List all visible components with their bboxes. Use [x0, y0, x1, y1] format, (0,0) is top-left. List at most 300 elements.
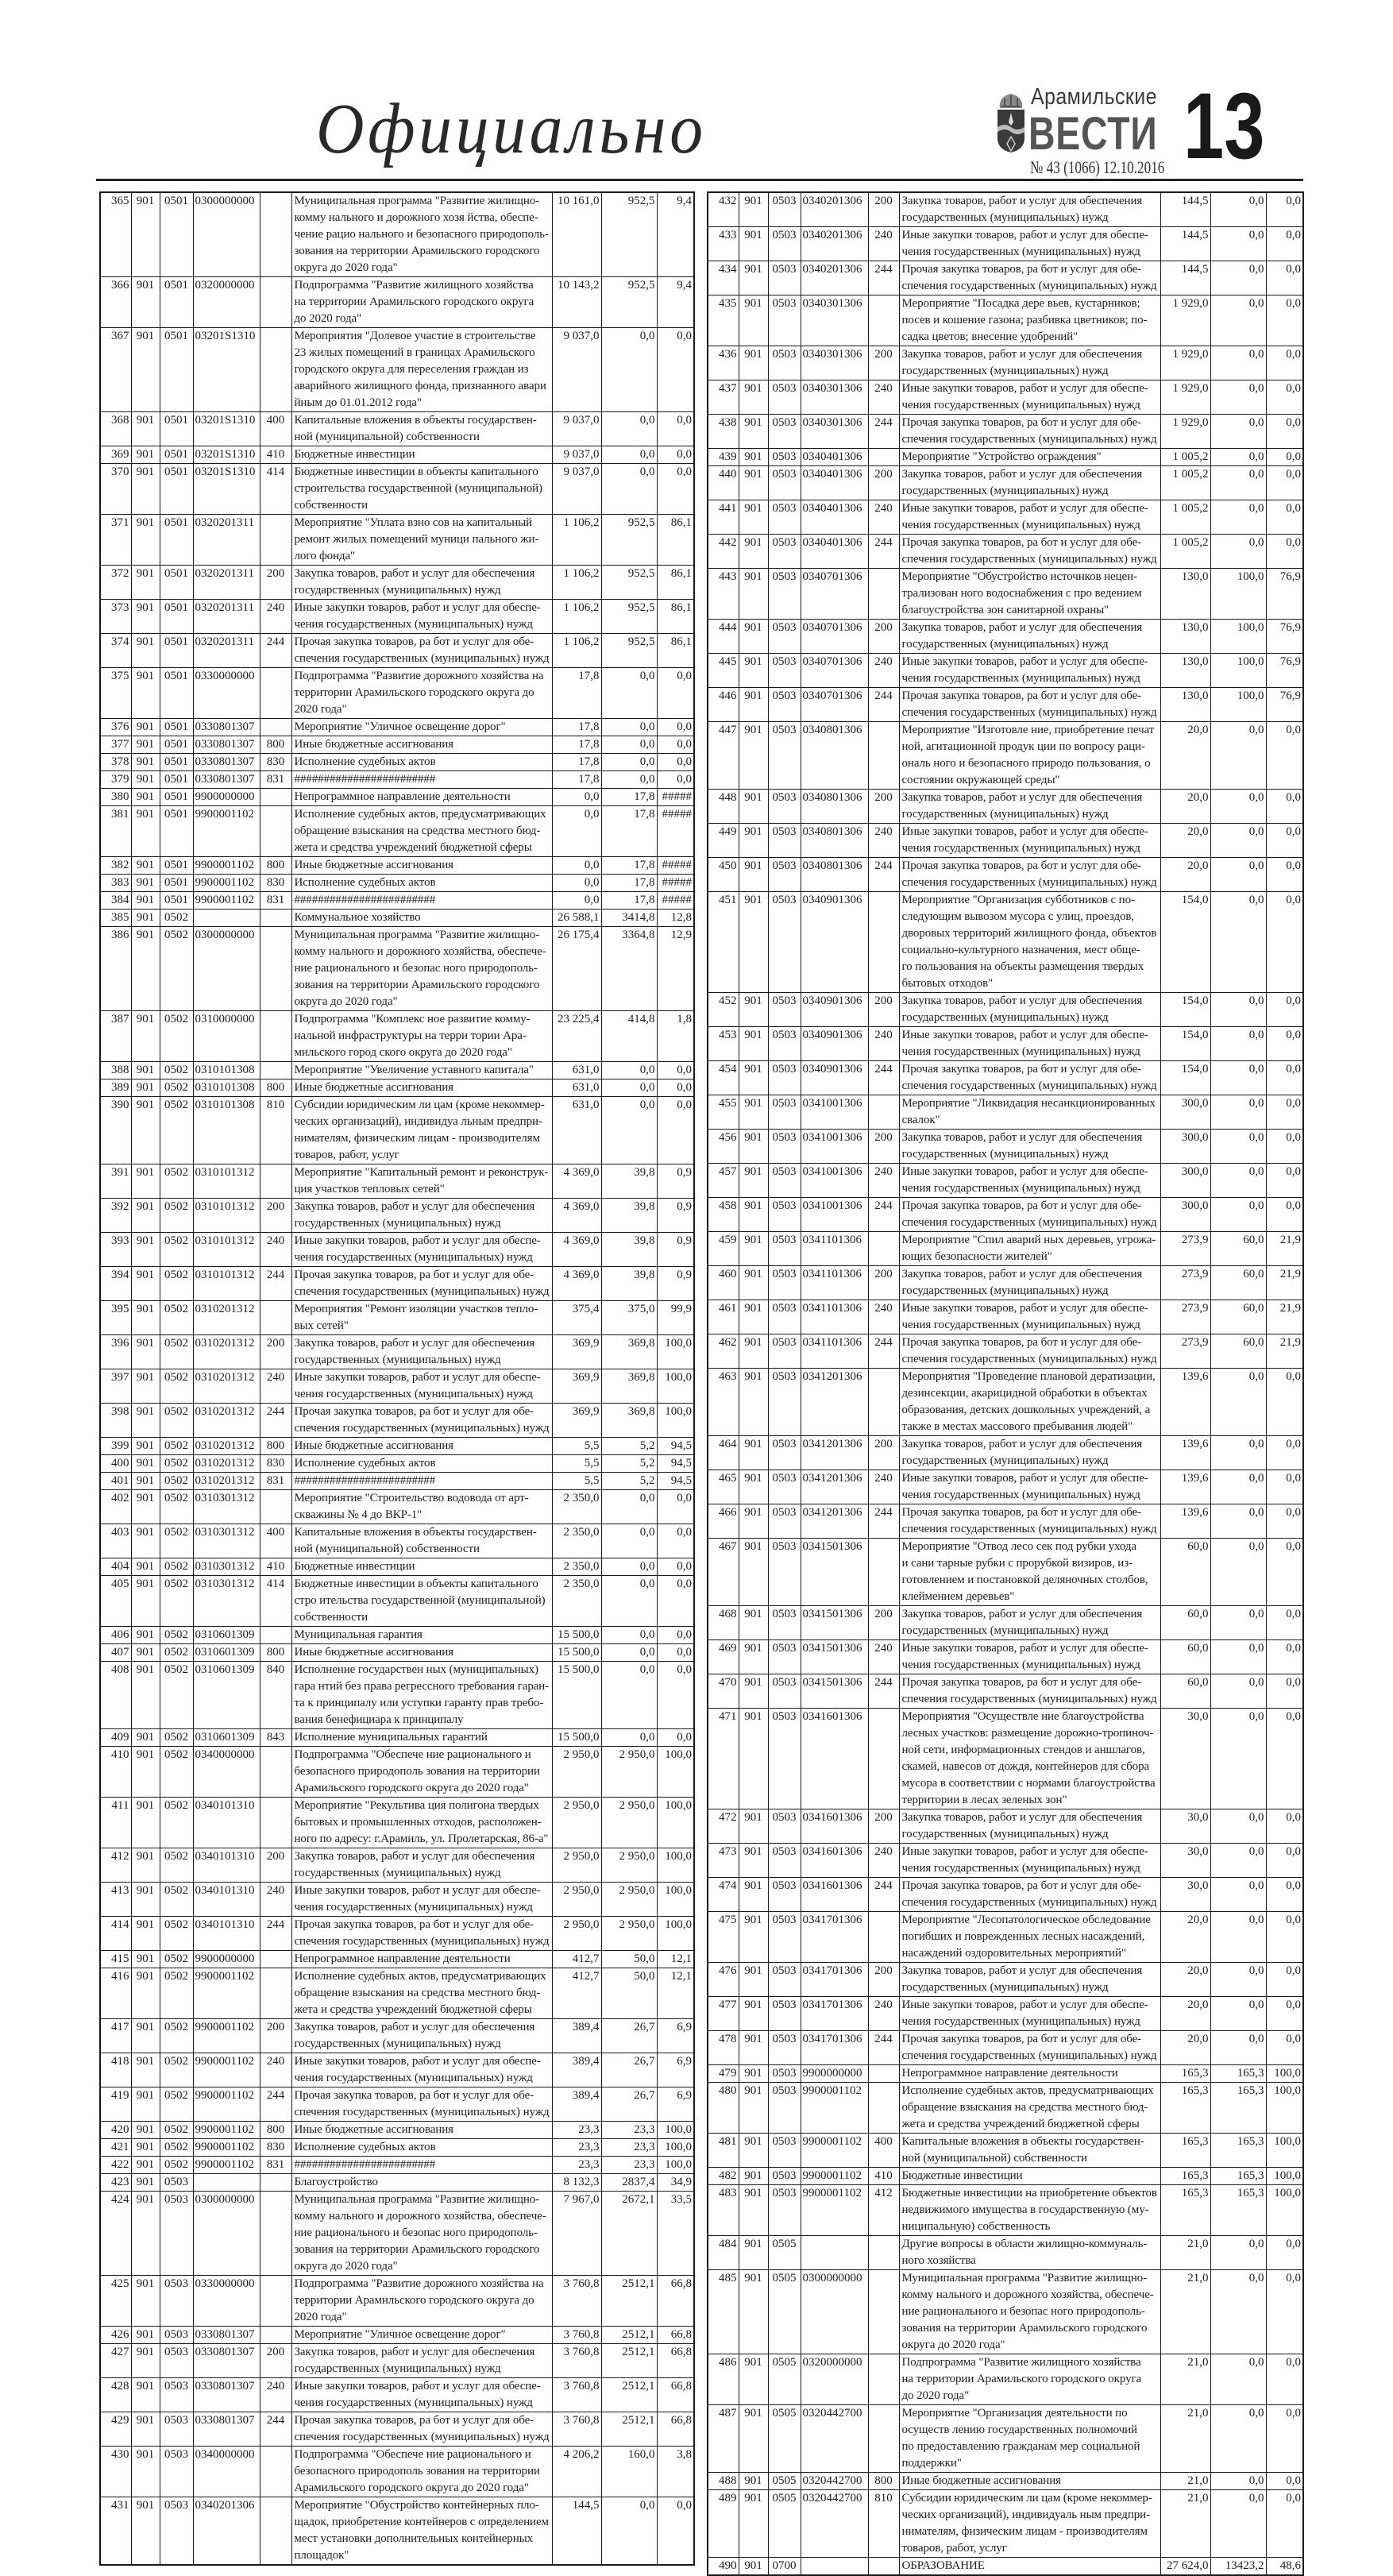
section-code: 0503 — [768, 1095, 801, 1130]
row-description: Прочая закупка товаров, ра бот и услуг для обе- спечения государственных (муниципальных) нужд — [291, 1267, 552, 1301]
row-number: 418 — [100, 2053, 131, 2087]
section-code: 0503 — [768, 2168, 801, 2185]
execution-percent: 100,0 — [657, 2122, 694, 2139]
row-number: 462 — [708, 1334, 739, 1369]
row-number: 454 — [708, 1061, 739, 1095]
execution-percent: 99,9 — [657, 1301, 694, 1335]
row-number: 487 — [708, 2405, 739, 2473]
ministry-code: 901 — [739, 2065, 768, 2083]
table-row — [100, 1524, 694, 1558]
execution-percent: 33,5 — [657, 2192, 694, 2276]
planned-amount: 60,0 — [1160, 1606, 1210, 1640]
expense-type-code: 200 — [260, 566, 291, 600]
execution-percent: 0,0 — [1266, 500, 1303, 535]
row-number: 386 — [100, 927, 131, 1011]
row-number: 413 — [100, 1883, 131, 1917]
expense-type-code — [868, 1369, 899, 1436]
planned-amount: 139,6 — [1160, 1436, 1210, 1470]
actual-amount: 0,0 — [1210, 1640, 1266, 1674]
ministry-code: 901 — [739, 346, 768, 380]
execution-percent: 100,0 — [657, 1335, 694, 1369]
ministry-code: 901 — [131, 806, 160, 857]
row-description: ######################## — [291, 771, 552, 789]
target-article-code: 0340701306 — [801, 569, 868, 620]
table-row — [708, 1027, 1303, 1061]
planned-amount: 412,7 — [552, 1968, 601, 2019]
expense-type-code: 240 — [868, 1844, 899, 1878]
ministry-code: 901 — [131, 634, 160, 668]
target-article-code: 0320442700 — [801, 2405, 868, 2473]
target-article-code: 0341201306 — [801, 1504, 868, 1539]
table-row — [100, 789, 694, 806]
expense-type-code — [260, 2192, 291, 2276]
target-article-code: 0310101308 — [193, 1097, 260, 1164]
execution-percent: 0,0 — [1266, 415, 1303, 449]
section-code: 0501 — [160, 192, 193, 277]
expense-type-code: 800 — [260, 736, 291, 754]
row-description: Прочая закупка товаров, ра бот и услуг для обе- спечения государственных (муниципальных) нужд — [899, 1674, 1160, 1709]
expense-type-code: 244 — [260, 2412, 291, 2447]
expense-type-code: 244 — [868, 1674, 899, 1709]
planned-amount: 139,6 — [1160, 1369, 1210, 1436]
target-article-code: 0340801306 — [801, 790, 868, 824]
section-code: 0503 — [160, 2344, 193, 2378]
target-article-code: 03201S1310 — [193, 328, 260, 412]
planned-amount: 139,6 — [1160, 1504, 1210, 1539]
row-description: Закупка товаров, работ и услуг для обеспечения государственных (муниципальных) нужд — [899, 993, 1160, 1027]
expense-type-code: 830 — [260, 1455, 291, 1473]
table-row — [100, 2019, 694, 2053]
actual-amount: 375,0 — [601, 1301, 657, 1335]
ministry-code: 901 — [131, 2122, 160, 2139]
execution-percent: 76,9 — [1266, 654, 1303, 688]
section-code: 0502 — [160, 1627, 193, 1644]
actual-amount: 60,0 — [1210, 1300, 1266, 1334]
planned-amount: 60,0 — [1160, 1674, 1210, 1709]
section-code: 0503 — [160, 2447, 193, 2497]
target-article-code: 9900001102 — [193, 2019, 260, 2053]
execution-percent: 86,1 — [657, 515, 694, 566]
planned-amount: 17,8 — [552, 771, 601, 789]
expense-type-code: 244 — [260, 1267, 291, 1301]
planned-amount: 273,9 — [1160, 1266, 1210, 1300]
actual-amount: 0,0 — [601, 719, 657, 736]
row-description: ######################## — [291, 2157, 552, 2174]
target-article-code: 9900001102 — [193, 806, 260, 857]
planned-amount: 3 760,8 — [552, 2276, 601, 2327]
row-number: 482 — [708, 2168, 739, 2185]
actual-amount: 0,0 — [1210, 380, 1266, 415]
table-row — [708, 569, 1303, 620]
row-description: Бюджетные инвестиции на приобретение объектов недвижимого имущества в государственную (му- ниципальную) собственность — [899, 2185, 1160, 2236]
section-code: 0503 — [768, 500, 801, 535]
actual-amount: 17,8 — [601, 875, 657, 892]
actual-amount: 0,0 — [1210, 1504, 1266, 1539]
target-article-code: 0300000000 — [193, 192, 260, 277]
actual-amount: 5,2 — [601, 1438, 657, 1455]
ministry-code: 901 — [739, 1436, 768, 1470]
table-row — [100, 1917, 694, 1951]
section-code: 0502 — [160, 1438, 193, 1455]
planned-amount: 0,0 — [552, 875, 601, 892]
ministry-code: 901 — [739, 790, 768, 824]
actual-amount: 0,0 — [1210, 1130, 1266, 1164]
ministry-code: 901 — [131, 1369, 160, 1404]
execution-percent: 94,5 — [657, 1473, 694, 1490]
table-row — [100, 1062, 694, 1079]
actual-amount: 0,0 — [601, 1062, 657, 1079]
section-code: 0503 — [768, 1027, 801, 1061]
row-description: Подпрограмма "Обеспече ние рационального и безопасного природополь зования на территории Арамильского городского округа до 2020 года" — [291, 1747, 552, 1798]
ministry-code: 901 — [739, 1844, 768, 1878]
table-row — [100, 2327, 694, 2344]
planned-amount: 154,0 — [1160, 993, 1210, 1027]
section-code: 0502 — [160, 1490, 193, 1524]
row-number: 473 — [708, 1844, 739, 1878]
actual-amount: 23,3 — [601, 2157, 657, 2174]
section-code: 0502 — [160, 1524, 193, 1558]
row-number: 475 — [708, 1912, 739, 1963]
table-row — [100, 277, 694, 328]
ministry-code: 901 — [131, 1455, 160, 1473]
section-code: 0501 — [160, 464, 193, 515]
expense-type-code: 200 — [260, 1335, 291, 1369]
planned-amount: 412,7 — [552, 1951, 601, 1968]
row-number: 458 — [708, 1198, 739, 1232]
section-code: 0502 — [160, 1267, 193, 1301]
planned-amount: 369,9 — [552, 1404, 601, 1438]
row-number: 445 — [708, 654, 739, 688]
actual-amount: 0,0 — [1210, 1470, 1266, 1504]
ministry-code: 901 — [131, 1079, 160, 1097]
execution-percent: 0,0 — [1266, 535, 1303, 569]
execution-percent: 9,4 — [657, 192, 694, 277]
ministry-code: 901 — [131, 2497, 160, 2566]
row-number: 450 — [708, 858, 739, 892]
planned-amount: 130,0 — [1160, 569, 1210, 620]
execution-percent: 0,0 — [1266, 2354, 1303, 2405]
row-number: 477 — [708, 1997, 739, 2031]
expense-type-code — [868, 1912, 899, 1963]
target-article-code: 0340101310 — [193, 1848, 260, 1883]
table-row — [708, 2354, 1303, 2405]
expense-type-code: 412 — [868, 2185, 899, 2236]
expense-type-code: 800 — [260, 1644, 291, 1662]
row-description: Мероприятие "Строительство водовода от арт- скважины № 4 до ВКР-1" — [291, 1490, 552, 1524]
row-description: Другие вопросы в области жилищно-коммуналь- ного хозяйства — [899, 2236, 1160, 2270]
row-description: Мероприятие "Увеличение уставного капитала" — [291, 1062, 552, 1079]
expense-type-code — [260, 1011, 291, 1062]
row-description: Прочая закупка товаров, ра бот и услуг для обе- спечения государственных (муниципальных) нужд — [291, 2412, 552, 2447]
planned-amount: 2 350,0 — [552, 1524, 601, 1558]
table-row — [708, 2490, 1303, 2558]
ministry-code: 901 — [739, 1606, 768, 1640]
actual-amount: 60,0 — [1210, 1266, 1266, 1300]
expense-type-code: 410 — [260, 1558, 291, 1576]
actual-amount: 952,5 — [601, 515, 657, 566]
section-code: 0503 — [160, 2412, 193, 2447]
row-number: 484 — [708, 2236, 739, 2270]
section-code: 0501 — [160, 412, 193, 446]
section-code: 0503 — [768, 1130, 801, 1164]
planned-amount: 631,0 — [552, 1097, 601, 1164]
target-article-code: 0340401306 — [801, 466, 868, 500]
planned-amount: 4 369,0 — [552, 1233, 601, 1267]
target-article-code: 9900001102 — [193, 892, 260, 910]
expense-type-code: 244 — [868, 1504, 899, 1539]
row-description: Бюджетные инвестиции в объекты капитального стро ительства государственной (муниципальной) собственности — [291, 1576, 552, 1627]
section-code: 0503 — [768, 1334, 801, 1369]
planned-amount: 3 760,8 — [552, 2412, 601, 2447]
section-code: 0503 — [768, 2083, 801, 2134]
table-row — [100, 1335, 694, 1369]
section-code: 0503 — [768, 1963, 801, 1997]
section-code: 0501 — [160, 857, 193, 875]
execution-percent: 0,0 — [1266, 1997, 1303, 2031]
target-article-code: 9900001102 — [193, 2122, 260, 2139]
actual-amount: 0,0 — [1210, 1061, 1266, 1095]
target-article-code: 0341601306 — [801, 1709, 868, 1809]
actual-amount: 17,8 — [601, 892, 657, 910]
execution-percent: 0,0 — [657, 1097, 694, 1164]
execution-percent: 0,0 — [657, 771, 694, 789]
planned-amount: 4 206,2 — [552, 2447, 601, 2497]
execution-percent: 100,0 — [1266, 2065, 1303, 2083]
planned-amount: 389,4 — [552, 2053, 601, 2087]
execution-percent: 66,8 — [657, 2378, 694, 2412]
table-row — [100, 1455, 694, 1473]
row-number: 472 — [708, 1809, 739, 1844]
row-description: Непрограммное направление деятельности — [291, 1951, 552, 1968]
table-row — [708, 1539, 1303, 1606]
row-number: 376 — [100, 719, 131, 736]
expense-type-code — [260, 910, 291, 927]
expense-type-code: 200 — [868, 993, 899, 1027]
expense-type-code — [260, 1062, 291, 1079]
ministry-code: 901 — [131, 2174, 160, 2192]
row-description: Подпрограмма "Развитие дорожного хозяйства на территории Арамильского городского округа до 2020 года" — [291, 668, 552, 719]
ministry-code: 901 — [131, 2192, 160, 2276]
target-article-code: 9900001102 — [801, 2185, 868, 2236]
row-number: 373 — [100, 600, 131, 634]
expense-type-code: 840 — [260, 1662, 291, 1729]
planned-amount: 30,0 — [1160, 1809, 1210, 1844]
row-number: 424 — [100, 2192, 131, 2276]
row-description: Прочая закупка товаров, ра бот и услуг для обе- спечения государственных (муниципальных) нужд — [291, 634, 552, 668]
section-code: 0502 — [160, 1644, 193, 1662]
execution-percent: 0,0 — [1266, 466, 1303, 500]
row-number: 412 — [100, 1848, 131, 1883]
row-description: Иные бюджетные ассигнования — [291, 2122, 552, 2139]
section-code: 0503 — [768, 466, 801, 500]
row-description: Бюджетные инвестиции — [291, 1558, 552, 1576]
ministry-code: 901 — [131, 192, 160, 277]
actual-amount: 0,0 — [1210, 192, 1266, 227]
actual-amount: 369,8 — [601, 1369, 657, 1404]
actual-amount: 5,2 — [601, 1455, 657, 1473]
row-number: 448 — [708, 790, 739, 824]
section-code: 0503 — [768, 654, 801, 688]
target-article-code: 0341001306 — [801, 1130, 868, 1164]
ministry-code: 901 — [131, 1490, 160, 1524]
execution-percent: 0,0 — [657, 736, 694, 754]
ministry-code: 901 — [739, 1232, 768, 1266]
ministry-code: 901 — [131, 1164, 160, 1199]
section-code: 0502 — [160, 2157, 193, 2174]
ministry-code: 901 — [131, 1062, 160, 1079]
planned-amount: 4 369,0 — [552, 1164, 601, 1199]
row-description: Капитальные вложения в объекты государствен- ной (муниципальной) собственности — [291, 1524, 552, 1558]
row-description: Исполнение судебных актов, предусматривающих обращение взыскания на средства местного бюд- жета и средства учреждений бюджетной сферы — [291, 806, 552, 857]
row-description: Иные бюджетные ассигнования — [899, 2473, 1160, 2490]
expense-type-code: 200 — [868, 1963, 899, 1997]
execution-percent: 12,8 — [657, 910, 694, 927]
section-code: 0502 — [160, 1951, 193, 1968]
planned-amount: 30,0 — [1160, 1709, 1210, 1809]
row-description: Мероприятие "Уличное освещение дорог" — [291, 719, 552, 736]
execution-percent: 100,0 — [657, 1404, 694, 1438]
row-description: Иные закупки товаров, работ и услуг для обеспе- чения государственных (муниципальных) нужд — [899, 1844, 1160, 1878]
row-number: 406 — [100, 1627, 131, 1644]
section-code: 0503 — [768, 1539, 801, 1606]
section-code: 0502 — [160, 910, 193, 927]
planned-amount: 26 588,1 — [552, 910, 601, 927]
planned-amount: 2 950,0 — [552, 1848, 601, 1883]
actual-amount: 0,0 — [601, 1524, 657, 1558]
table-row — [100, 910, 694, 927]
row-description: Муниципальная программа "Развитие жилищно- комму нального и дорожного хозяйства, обеспече- ние рационального и безопас ного природополь- зования на территории Арамильского городского округа до 2020 года" — [291, 2192, 552, 2276]
row-number: 432 — [708, 192, 739, 227]
row-description: Исполнение судебных актов — [291, 2139, 552, 2157]
table-row — [708, 1997, 1303, 2031]
section-code: 0503 — [768, 1198, 801, 1232]
ministry-code: 901 — [131, 1968, 160, 2019]
section-code: 0503 — [768, 535, 801, 569]
row-number: 389 — [100, 1079, 131, 1097]
actual-amount: 165,3 — [1210, 2185, 1266, 2236]
actual-amount: 0,0 — [1210, 1912, 1266, 1963]
planned-amount: 9 037,0 — [552, 412, 601, 446]
target-article-code: 0310101312 — [193, 1267, 260, 1301]
execution-percent: 0,9 — [657, 1233, 694, 1267]
execution-percent: 76,9 — [1266, 688, 1303, 722]
execution-percent: 94,5 — [657, 1455, 694, 1473]
ministry-code: 901 — [739, 1674, 768, 1709]
actual-amount: 17,8 — [601, 806, 657, 857]
execution-percent: 0,0 — [657, 412, 694, 446]
ministry-code: 901 — [739, 858, 768, 892]
row-description: Закупка товаров, работ и услуг для обеспечения государственных (муниципальных) нужд — [899, 790, 1160, 824]
planned-amount: 5,5 — [552, 1455, 601, 1473]
row-number: 476 — [708, 1963, 739, 1997]
table-row — [708, 1300, 1303, 1334]
target-article-code: 0330801307 — [193, 719, 260, 736]
expense-type-code: 810 — [868, 2490, 899, 2558]
section-code: 0503 — [160, 2174, 193, 2192]
target-article-code: 0330801307 — [193, 771, 260, 789]
table-row — [708, 858, 1303, 892]
actual-amount: 952,5 — [601, 634, 657, 668]
row-description: Муниципальная программа "Развитие жилищно- комму нального и дорожного хозя йства, обеспе- чение рацио нального и безопасного природополь- зования на территории Арамильского городского округа до 2020 года" — [291, 192, 552, 277]
expense-type-code — [868, 1232, 899, 1266]
ministry-code: 901 — [739, 1997, 768, 2031]
target-article-code: 0340301306 — [801, 415, 868, 449]
row-number: 383 — [100, 875, 131, 892]
execution-percent: 0,0 — [1266, 1027, 1303, 1061]
actual-amount: 50,0 — [601, 1951, 657, 1968]
row-description: Бюджетные инвестиции в объекты капитального строительства государственной (муниципальной) собственности — [291, 464, 552, 515]
planned-amount: 15 500,0 — [552, 1644, 601, 1662]
section-code: 0505 — [768, 2354, 801, 2405]
execution-percent: 100,0 — [1266, 2134, 1303, 2168]
target-article-code: 9900001102 — [193, 2157, 260, 2174]
ministry-code: 901 — [739, 1198, 768, 1232]
table-row — [708, 688, 1303, 722]
table-row — [100, 1301, 694, 1335]
target-article-code — [801, 2236, 868, 2270]
expense-type-code — [868, 569, 899, 620]
ministry-code: 901 — [739, 2185, 768, 2236]
table-row — [100, 515, 694, 566]
planned-amount: 10 161,0 — [552, 192, 601, 277]
row-description: Закупка товаров, работ и услуг для обеспечения государственных (муниципальных) нужд — [899, 1436, 1160, 1470]
row-description: Мероприятие "Обустройство источнков нецен- трализован ного водоснабжения с про ведением благоустройства зон санитарной охраны" — [899, 569, 1160, 620]
table-row — [100, 2122, 694, 2139]
table-row — [708, 2405, 1303, 2473]
expense-type-code — [260, 719, 291, 736]
row-description: Мероприятия "Долевое участие в строительстве 23 жилых помещений в границах Арамильского городского округа для переселения граждан из аварийного жилищного фонда, признанного авари йным до 01.01.2012 года" — [291, 328, 552, 412]
section-code: 0502 — [160, 1233, 193, 1267]
ministry-code: 901 — [739, 2031, 768, 2065]
table-row — [100, 1233, 694, 1267]
planned-amount: 9 037,0 — [552, 446, 601, 464]
expense-type-code — [868, 2558, 899, 2576]
actual-amount: 60,0 — [1210, 1334, 1266, 1369]
row-description: Мероприятие "Уличное освещение дорог" — [291, 2327, 552, 2344]
budget-table-left — [99, 191, 695, 2566]
row-description: Субсидии юридическим ли цам (кроме некоммер- ческих организаций), индивидуаль ным предпри- нимателям, физическим лицам - производителям товаров, работ, услуг — [899, 2490, 1160, 2558]
row-description: Прочая закупка товаров, ра бот и услуг для обе- спечения государственных (муниципальных) нужд — [291, 1404, 552, 1438]
table-row — [100, 1798, 694, 1848]
target-article-code: 0310601309 — [193, 1729, 260, 1747]
row-number: 365 — [100, 192, 131, 277]
execution-percent: 0,0 — [1266, 2031, 1303, 2065]
row-description: Иные закупки товаров, работ и услуг для обеспе- чения государственных (муниципальных) нужд — [899, 824, 1160, 858]
expense-type-code — [868, 722, 899, 790]
row-description: Прочая закупка товаров, ра бот и услуг для обе- спечения государственных (муниципальных) нужд — [899, 858, 1160, 892]
ministry-code: 901 — [131, 1627, 160, 1644]
table-row — [100, 875, 694, 892]
table-row — [100, 1011, 694, 1062]
target-article-code: 03201S1310 — [193, 412, 260, 446]
section-code: 0502 — [160, 927, 193, 1011]
table-row — [100, 2276, 694, 2327]
planned-amount: 21,0 — [1160, 2270, 1210, 2354]
expense-type-code — [260, 192, 291, 277]
planned-amount: 0,0 — [552, 892, 601, 910]
planned-amount: 2 950,0 — [552, 1798, 601, 1848]
planned-amount: 20,0 — [1160, 722, 1210, 790]
planned-amount: 9 037,0 — [552, 464, 601, 515]
execution-percent: 0,0 — [657, 1062, 694, 1079]
ministry-code: 901 — [131, 754, 160, 771]
table-row — [708, 1504, 1303, 1539]
planned-amount: 4 369,0 — [552, 1267, 601, 1301]
target-article-code: 0340901306 — [801, 892, 868, 993]
target-article-code: 0330801307 — [193, 2327, 260, 2344]
expense-type-code: 244 — [868, 1334, 899, 1369]
execution-percent: 0,0 — [1266, 449, 1303, 466]
